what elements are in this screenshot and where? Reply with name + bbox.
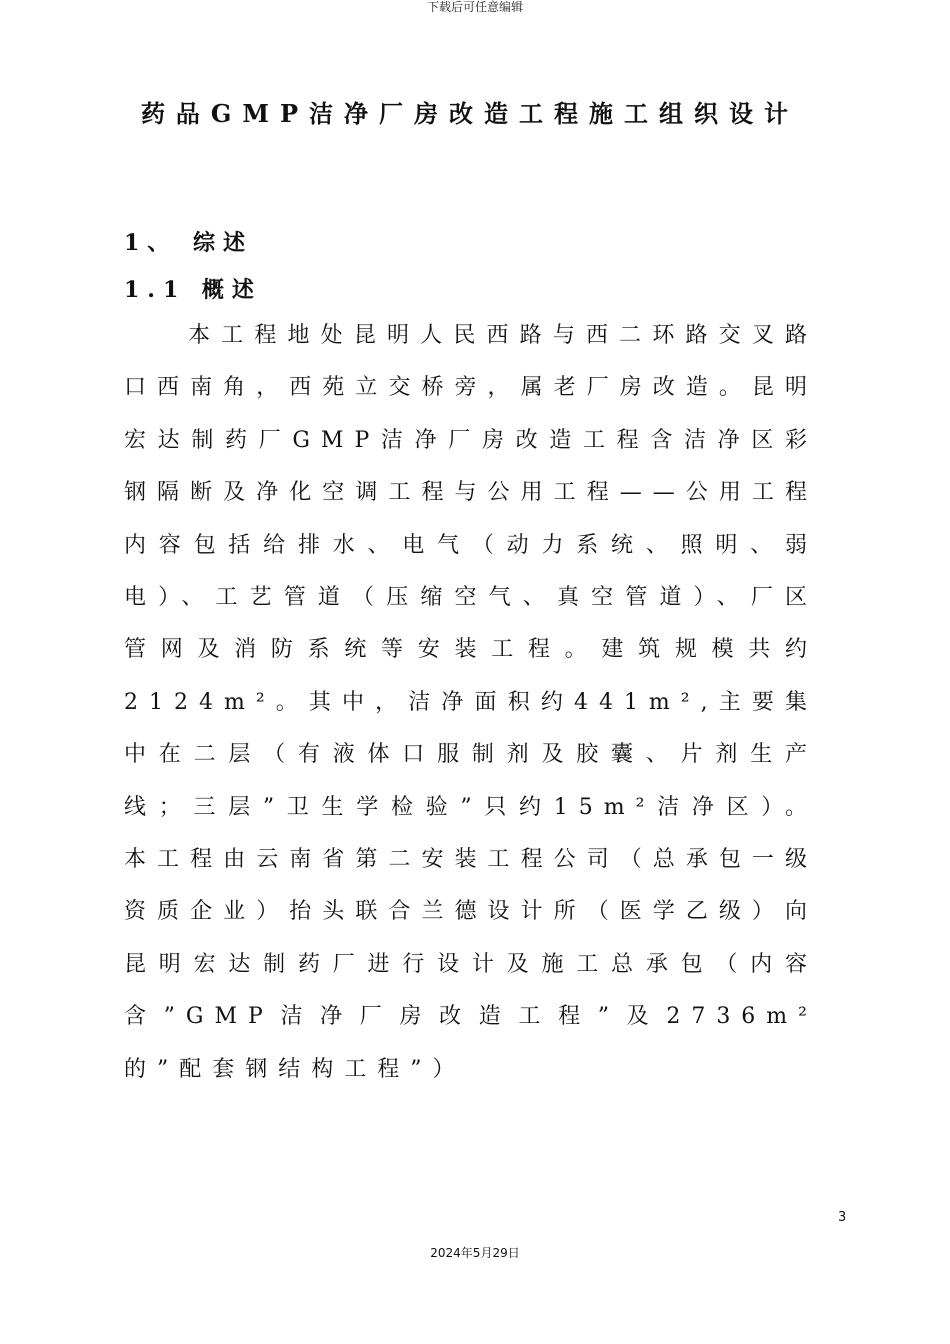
section-heading-1: 1、 综述 (124, 230, 253, 256)
page-header: 下载后可任意编辑 (426, 0, 523, 14)
page-number: 3 (838, 1210, 847, 1225)
body-paragraph: 本工程地处昆明人民西路与西二环路交叉路口西南角，西苑立交桥旁，属老厂房改造。昆明宏达制药厂GMP洁净厂房改造工程含洁净区彩钢隔断及净化空调工程与公用工程——公用工程内容包括给排水、电气（动力系统、照明、弱电）、工艺管道（压缩空气、真空管道）、厂区管网及消防系统等安装工程。建筑规模共约2124m²。其中，洁净面积约441m²,主要集中在二层（有液体口服制剂及胶囊、片剂生产线；三层”卫生学检验”只约15m²洁净区）。本工程由云南省第二安装工程公司（总承包一级资质企业）抬头联合兰德设计所（医学乙级）向昆明宏达制药厂进行设计及施工总承包（内容含”GMP洁净厂房改造工程”及2736m²的”配套钢结构工程”） (124, 323, 818, 1082)
page-footer-date: 2024年5月29日 (430, 1246, 520, 1260)
section-heading-1-1: 1.1 概述 (124, 277, 262, 303)
document-title: 药品GMP洁净厂房改造工程施工组织设计 (140, 99, 800, 128)
